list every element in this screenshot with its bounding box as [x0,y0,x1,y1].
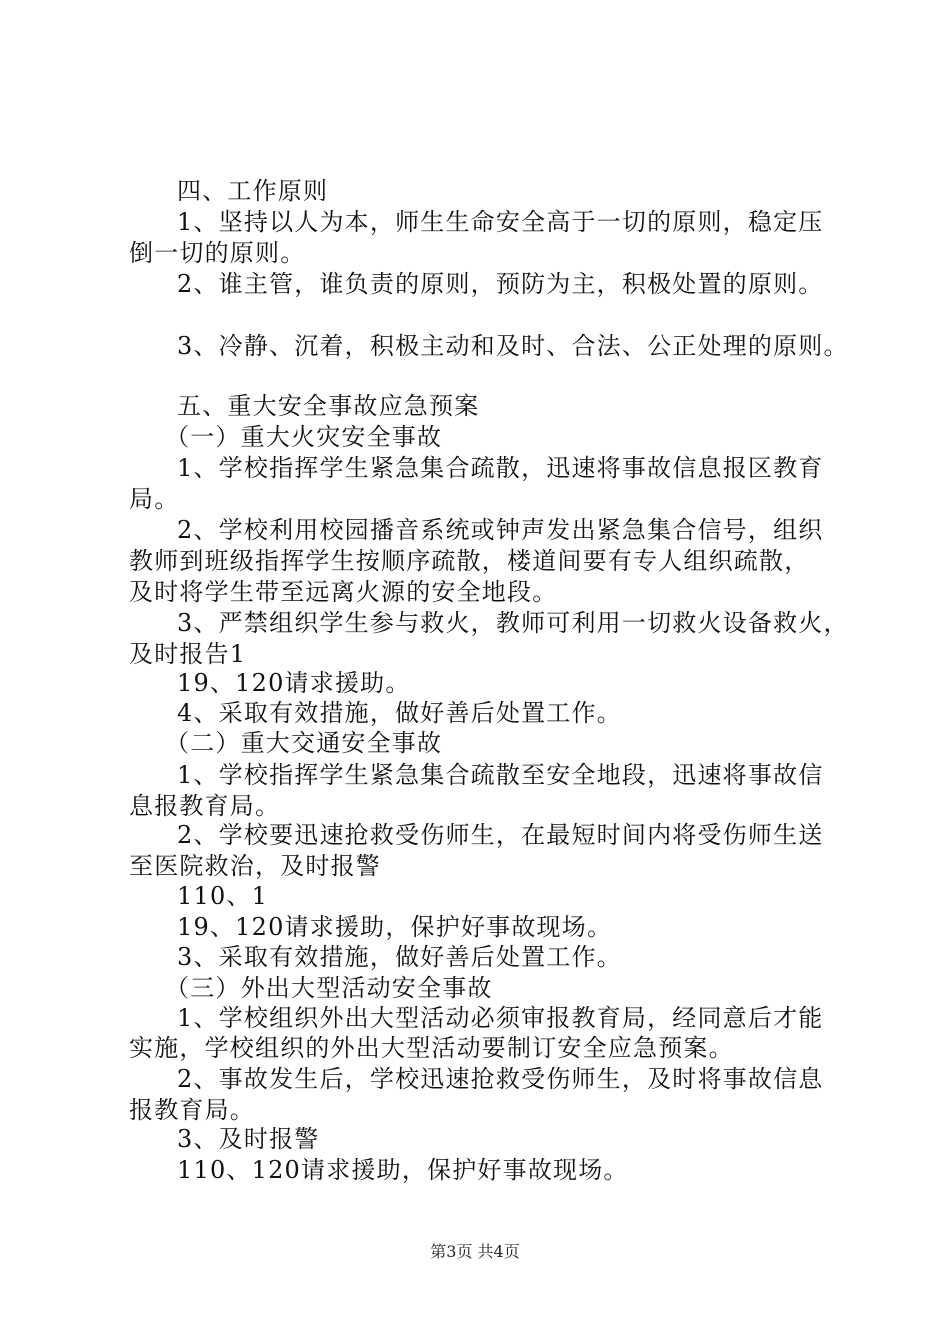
paragraph-line: 息报教育局。 [129,792,281,820]
paragraph-line: 至医院救治，及时报警 [129,852,381,880]
paragraph-line: 报教育局。 [129,1096,255,1124]
section-heading: 四、工作原则 [177,177,329,205]
paragraph-line: 倒一切的原则。 [129,239,306,267]
paragraph-line: 2、学校利用校园播音系统或钟声发出紧急集合信号，组织 [177,516,824,544]
paragraph-line: 实施，学校组织的外出大型活动要制订安全应急预案。 [129,1034,734,1062]
subsection-heading: （三）外出大型活动安全事故 [165,974,493,1002]
paragraph-line: 1、坚持以人为本，师生生命安全高于一切的原则，稳定压 [177,208,824,236]
paragraph-line: 3、冷静、沉着，积极主动和及时、合法、公正处理的原则。 [177,332,849,360]
paragraph-line: 局。 [129,485,180,513]
paragraph-line: 110、1 [177,882,269,910]
page-footer: 第3页 共4页 [430,1242,520,1261]
paragraph-line: 教师到班级指挥学生按顺序疏散，楼道间要有专人组织疏散， [129,547,810,575]
paragraph-line: 1、学校组织外出大型活动必须审报教育局，经同意后才能 [177,1004,824,1032]
paragraph-line: 及时报告1 [129,640,247,668]
paragraph-line: 2、谁主管，谁负责的原则，预防为主，积极处置的原则。 [177,270,824,298]
paragraph-line: 3、严禁组织学生参与救火，教师可利用一切救火设备救火， [177,609,849,637]
paragraph-line: 1、学校指挥学生紧急集合疏散，迅速将事故信息报区教育 [177,454,824,482]
subsection-heading: （二）重大交通安全事故 [165,729,443,757]
paragraph-line: 1、学校指挥学生紧急集合疏散至安全地段，迅速将事故信 [177,761,824,789]
paragraph-line: 2、学校要迅速抢救受伤师生，在最短时间内将受伤师生送 [177,821,824,849]
paragraph-line: 19、120请求援助，保护好事故现场。 [177,913,613,941]
subsection-heading: （一）重大火灾安全事故 [165,423,443,451]
paragraph-line: 110、120请求援助，保护好事故现场。 [177,1156,629,1184]
paragraph-line: 3、采取有效措施，做好善后处置工作。 [177,943,622,971]
paragraph-line: 2、事故发生后，学校迅速抢救受伤师生，及时将事故信息 [177,1065,824,1093]
paragraph-line: 及时将学生带至远离火源的安全地段。 [129,578,558,606]
paragraph-line: 4、采取有效措施，做好善后处置工作。 [177,699,622,727]
section-heading: 五、重大安全事故应急预案 [177,392,480,420]
paragraph-line: 19、120请求援助。 [177,669,411,697]
paragraph-line: 3、及时报警 [177,1125,320,1153]
